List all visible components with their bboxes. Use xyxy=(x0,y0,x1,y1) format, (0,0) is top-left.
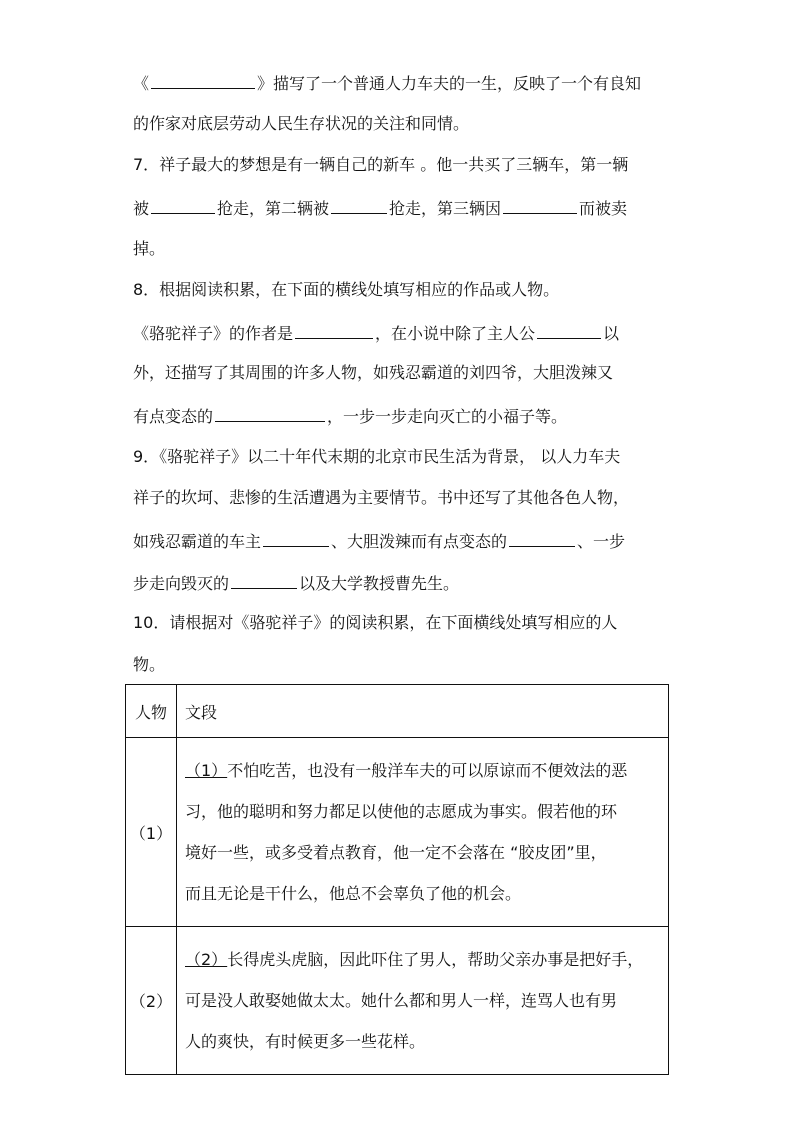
q7-line-3: 掉。 xyxy=(133,239,166,258)
q9-line-2: 祥子的坎坷、悲惨的生活遭遇为主要情节。书中还写了其他各色人物， xyxy=(133,488,630,507)
q7-line-1: 7．祥子最大的梦想是有一辆自己的新车 。他一共买了三辆车，第一辆 xyxy=(133,155,629,174)
blank-bold-woman[interactable] xyxy=(509,530,575,547)
blank-protagonist[interactable] xyxy=(537,322,601,339)
header-passage: 文段 xyxy=(177,685,669,738)
row-passage xyxy=(177,738,669,927)
q9-line-4: 步走向毁灭的 以及大学教授曹先生。 xyxy=(133,574,460,593)
row-label[interactable]: （2） xyxy=(126,927,177,1075)
blank-owner[interactable] xyxy=(263,530,329,547)
passage-line: （1）不怕吃苦，也没有一般洋车夫的可以原谅而不便效法的恶 xyxy=(185,761,628,780)
answer-mark[interactable]: （1） xyxy=(185,761,228,780)
q9-line-1: 9．《骆驼祥子》以二十年代末期的北京市民生活为背景， 以人力车夫 xyxy=(133,447,621,466)
q8-line-3: 外，还描写了其周围的许多人物，如残忍霸道的刘四爷，大胆泼辣又 xyxy=(133,363,614,382)
q7-line-2: 被 抢走，第二辆被 抢走，第三辆因 而被卖 xyxy=(133,199,628,218)
blank-car2[interactable] xyxy=(331,197,387,214)
passage-line: （2）长得虎头虎脑，因此吓住了男人，帮助父亲办事是把好手， xyxy=(185,950,644,969)
answer-mark[interactable]: （2） xyxy=(185,950,228,969)
blank-character[interactable] xyxy=(215,405,325,422)
passage-line: 人的爽快，有时候更多一些花样。 xyxy=(185,1032,426,1051)
passage-line: 可是没人敢娶她做太太。她什么都和男人一样，连骂人也有男 xyxy=(185,991,618,1010)
q8-line-1: 8．根据阅读积累，在下面的横线处填写相应的作品或人物。 xyxy=(133,280,560,299)
table-row xyxy=(126,738,669,927)
row-passage xyxy=(177,927,669,1075)
q8-line-4: 有点变态的 ，一步一步走向灭亡的小福子等。 xyxy=(133,407,568,426)
q9-line-3: 如残忍霸道的车主 、大胆泼辣而有点变态的 、一步 xyxy=(133,532,626,551)
q6-line-1: 《 》描写了一个普通人力车夫的一生，反映了一个有良知 xyxy=(133,74,642,93)
passage-line: 而且无论是干什么，他总不会辜负了他的机会。 xyxy=(185,884,522,903)
blank-car1[interactable] xyxy=(151,197,215,214)
passage-line: 境好一些，或多受着点教育，他一定不会落在 “胶皮团”里， xyxy=(185,843,607,862)
table-header-row xyxy=(126,685,669,738)
q10-line-1: 10．请根据对《骆驼祥子》的阅读积累，在下面横线处填写相应的人 xyxy=(133,613,618,632)
q8-line-2: 《骆驼祥子》的作者是 ，在小说中除了主人公 以 xyxy=(133,324,620,343)
blank-author[interactable] xyxy=(295,322,373,339)
blank-doomed[interactable] xyxy=(231,572,297,589)
table-row xyxy=(126,927,669,1075)
header-character: 人物 xyxy=(126,685,177,738)
q10-line-2: 物。 xyxy=(133,655,166,674)
blank-car3[interactable] xyxy=(503,197,577,214)
row-label[interactable]: （1） xyxy=(126,738,177,927)
passage-line: 习，他的聪明和努力都足以使他的志愿成为事实。假若他的环 xyxy=(185,802,618,821)
q6-line-2: 的作家对底层劳动人民生存状况的关注和同情。 xyxy=(133,114,470,133)
blank-book-title[interactable] xyxy=(151,72,255,89)
character-table xyxy=(125,684,669,1075)
